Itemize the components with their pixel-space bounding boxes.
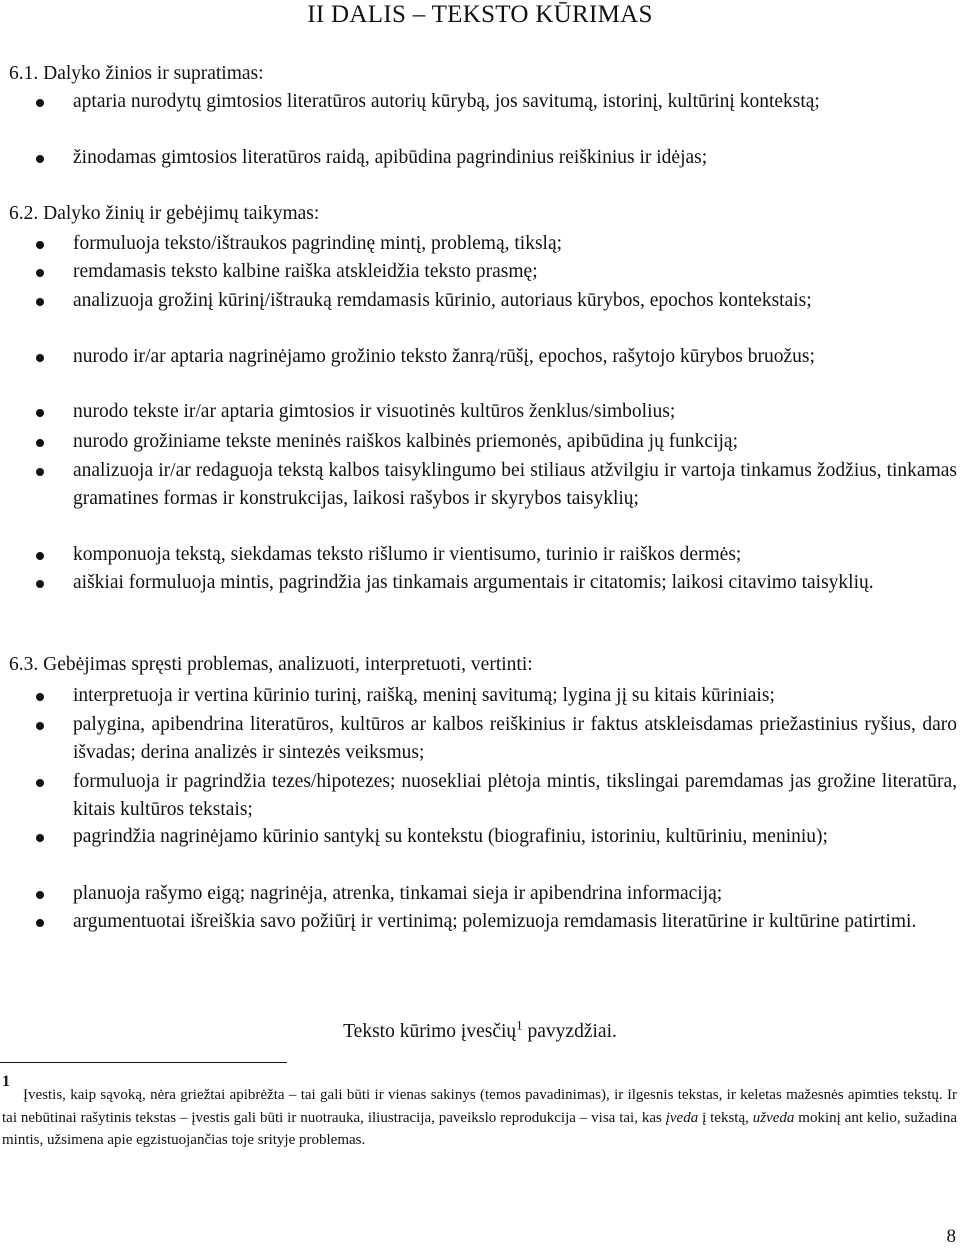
bullet-icon: [36, 99, 44, 107]
bullet-icon: [36, 409, 44, 417]
list-item-text: planuoja rašymo eigą; nagrinėja, atrenka, tinkamai sieja ir apibendrina informaciją;: [73, 883, 723, 904]
list-item-text: palygina, apibendrina literatūros, kultūros ar kalbos reiškinius ir faktus atskleisdamas priežastinius ryšius, daro išvadas; derina analizės ir sintezės veiksmus;: [73, 714, 957, 763]
section-heading: 6.3. Gebėjimas spręsti problemas, analizuoti, interpretuoti, vertinti:: [9, 654, 533, 675]
bullet-icon: [36, 919, 44, 927]
page-title: II DALIS – TEKSTO KŪRIMAS: [307, 1, 653, 28]
examples-heading: [0, 1018, 960, 1046]
list-item-text: žinodamas gimtosios literatūros raidą, apibūdina pagrindinius reiškinius ir idėjas;: [73, 147, 708, 168]
footnote-text-part: Įvestis, kaip sąvoką, nėra griežtai apibrėžta – tai gali būti ir vienas sakinys (temos pavadinimas), ir ilgesnis tekstas, ir keletas mažesnės apimties tekstų. Ir tai nebūtinai rašytinis tekstas – įvestis gali būti ir nuotrauka, iliustracija, paveikslo reprodukcija – visa tai, kas: [2, 1087, 957, 1126]
list-item-text: analizuoja grožinį kūrinį/ištrauką remdamasis kūrinio, autoriaus kūrybos, epochos kontekstais;: [73, 290, 812, 311]
bullet-icon: [36, 354, 44, 362]
footnote-emphasis: įveda: [665, 1109, 699, 1126]
bullet-icon: [36, 439, 44, 447]
bullet-icon: [36, 241, 44, 249]
page-number: 8: [946, 1226, 956, 1247]
list-item-text: interpretuoja ir vertina kūrinio turinį, raišką, meninį savitumą; lygina jį su kitais kūriniais;: [73, 685, 775, 706]
list-item-text: nurodo grožiniame tekste meninės raiškos kalbinės priemonės, apibūdina jų funkciją;: [73, 431, 738, 452]
list-item-text: aiškiai formuluoja mintis, pagrindžia jas tinkamais argumentais ir citatomis; laikosi citavimo taisyklių.: [73, 572, 874, 593]
section-heading: 6.1. Dalyko žinios ir supratimas:: [9, 63, 264, 84]
bullet-icon: [36, 155, 44, 163]
section-heading: 6.2. Dalyko žinių ir gebėjimų taikymas:: [9, 203, 320, 224]
footnote-emphasis: užveda: [752, 1109, 795, 1126]
list-item-text: komponuoja tekstą, siekdamas teksto rišlumo ir vientisumo, turinio ir raiškos dermės;: [73, 544, 742, 565]
list-item-text: pagrindžia nagrinėjamo kūrinio santykį su kontekstu (biografiniu, istoriniu, kultūriniu, meniniu);: [73, 826, 828, 847]
footnote-ref: 1: [516, 1017, 523, 1033]
list-item-text: remdamasis teksto kalbine raiška atskleidžia teksto prasmę;: [73, 261, 538, 282]
bullet-icon: [36, 552, 44, 560]
list-item-text: argumentuotai išreiškia savo požiūrį ir vertinimą; polemizuoja remdamasis literatūrine ir kultūrine patirtimi.: [73, 911, 917, 932]
bullet-icon: [36, 891, 44, 899]
list-item-text: analizuoja ir/ar redaguoja tekstą kalbos taisyklingumo bei stiliaus atžvilgiu ir vartoja tinkamus žodžius, tinkamas gramatines formas ir konstrukcijas, laikosi rašybos ir skyrybos taisyklių;: [73, 460, 957, 509]
footnote-text-part: į tekstą,: [698, 1109, 753, 1126]
list-item-text: nurodo ir/ar aptaria nagrinėjamo grožinio teksto žanrą/rūšį, epochos, rašytojo kūrybos bruožus;: [73, 346, 815, 367]
list-item-text: formuluoja teksto/ištraukos pagrindinę mintį, problemą, tikslą;: [73, 233, 563, 254]
footnote-text-part: mokinį ant kelio, sužadina mintis, užsimena apie egzistuojančias toje srityje problemas.: [2, 1109, 957, 1148]
footnote-divider: [0, 1062, 287, 1063]
list-item-text: nurodo tekste ir/ar aptaria gimtosios ir visuotinės kultūros ženklus/simbolius;: [73, 401, 676, 422]
bullet-icon: [36, 722, 44, 730]
bullet-icon: [36, 298, 44, 306]
examples-heading-tail: pavyzdžiai.: [522, 1021, 617, 1042]
footnote-text: [2, 1084, 957, 1152]
bullet-icon: [36, 834, 44, 842]
footnote-number: 1: [2, 1073, 10, 1090]
examples-heading-text: Teksto kūrimo įvesčių: [343, 1021, 517, 1042]
list-item-text: aptaria nurodytų gimtosios literatūros autorių kūrybą, jos savitumą, istorinį, kultūrinį kontekstą;: [73, 91, 820, 112]
bullet-icon: [36, 580, 44, 588]
bullet-icon: [36, 693, 44, 701]
bullet-icon: [36, 269, 44, 277]
bullet-icon: [36, 468, 44, 476]
bullet-icon: [36, 779, 44, 787]
list-item-text: formuluoja ir pagrindžia tezes/hipotezes; nuosekliai plėtoja mintis, tikslingai paremdamas jas grožine literatūra, kitais kultūros tekstais;: [73, 771, 957, 820]
